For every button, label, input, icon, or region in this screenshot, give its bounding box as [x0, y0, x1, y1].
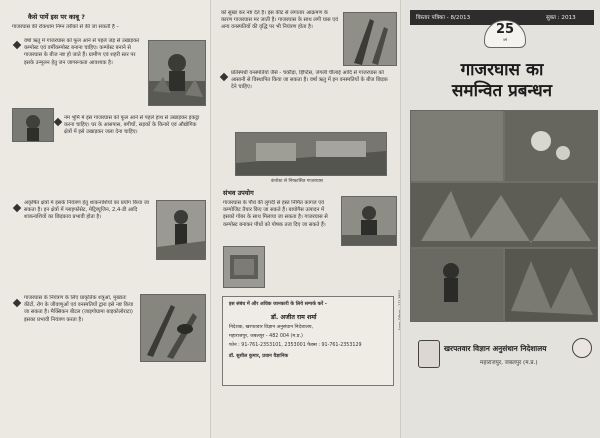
paper-making-photo	[341, 196, 397, 246]
bullet-marker	[220, 73, 228, 81]
competitive-plants-text: प्रतिस्पर्धी वनस्पतियों जैसे - चकौड़ा, हिप्टिस, जंगली चौलाई आदि से गाजरघास को आसानी से विस्थापित किया जा सकता है। वर्षा ऋतु में इन वनस्पतियों के बीज छिड़क देने चाहिए।	[231, 70, 388, 91]
beetle-photo	[140, 294, 206, 362]
institute-location: महाराजपुर, जबलपुर (म.प्र.)	[480, 360, 538, 366]
institute-name: खरपतवार विज्ञान अनुसंधान निदेशालय	[444, 344, 547, 353]
section-heading: संभव उपयोग	[223, 189, 254, 197]
bullet-marker	[13, 41, 21, 49]
bullet-text-3: अकृषित क्षेत्रों में इसके नियंत्रण हेतु शाकनाशियों का प्रयोग किया जा सकता है। इन क्षेत्रों में ग्लाइफोसेट, मेट्रिब्यूजिन, 2,4-डी आदि शाकनाशियों का छिड़काव प्रभावी होता है।	[24, 200, 150, 221]
series-label: विस्तार पत्रिका - 8/2013	[416, 15, 471, 21]
bullet-text-2: नम भूमि में इस गाजरघास को फूल आने से पहले हाथ से उखाड़कर इकट्ठा करना चाहिए। घर के आसपास, बगीचों, सड़कों के किनारे एवं औद्योगिक क्षेत्रों में इसे उखाड़कर जला देना चाहिए।	[64, 115, 200, 136]
contact-phone: फोन : 91-761-2353101, 2353001 फैक्स : 91-761-2353129	[229, 343, 362, 348]
bullet-text-4: गाजरघास के नियंत्रण के लिए प्राकृतिक शत्रुओं, मुख्यतः कीटों, रोग के जीवाणुओं एवं वनस्पतियों द्वारा इसे नष्ट किया जा सकता है। मैक्सिकन बीटल (जाइगोग्रामा बाइकोलोराटा) इसका प्रभावी नियंत्रण करता है।	[24, 295, 134, 323]
product-photo	[223, 246, 265, 288]
weed-removal-photo	[148, 40, 206, 106]
bullet-text-1: वर्षा ऋतु में गाजरघास को फूल आने से पहले जड़ से उखाड़कर कम्पोस्ट एवं वर्मीकम्पोस्ट बनाना चाहिए। कम्पोस्ट बनाने से गाजरघास के बीज नष्ट हो जाते हैं। ग्रामीण एवं शहरी स्तर पर इसके उन्मूलन हेतु जन जागरूकता आवश्यक है।	[24, 38, 140, 66]
continued-text: को सुखा कर नष्ट देते हैं। इस कीट से लगातार आक्रमण के कारण गाजरघास मर जाती है। गाजरघास के साथ लगी घास एवं अन्य वनस्पतियों की वृद्धि पर भी नियंत्रण होता है।	[221, 10, 339, 31]
contact-box	[222, 296, 394, 386]
anniversary-badge	[484, 20, 526, 48]
dwsr-logo-icon	[572, 338, 592, 358]
bullet-marker	[13, 299, 21, 307]
contact-address: महाराजपुर, जबलपुर - 482 004 (म.प्र.)	[229, 334, 303, 339]
uses-text: गाजरघास के पौधे की लुगदी से हस्त निर्मित कागज एवं कम्पोजिट तैयार किए जा सकते हैं। बायोगैस उत्पादन में इसको गोबर के साथ मिलाया जा सकता है। गाजरघास से कम्पोस्ट बनाकर पौधों को पोषक तत्व दिए जा सकते हैं।	[223, 200, 328, 228]
plant-photo	[343, 12, 397, 66]
intro-text: गाजरघास की रोकथाम निम्न तरीकों से की जा सकती है –	[12, 24, 119, 30]
contact-heading: इस संबंध में और अधिक जानकारी के लिये सम्पर्क करें -	[229, 302, 327, 307]
bullet-marker	[13, 204, 21, 212]
compost-photo	[235, 132, 387, 176]
cover-title	[412, 60, 592, 102]
icar-emblem-icon	[418, 340, 440, 368]
bullet-text-4-cont	[12, 366, 204, 430]
cover-footer	[410, 330, 596, 420]
contact-name: डॉ. अजीत राम शर्मा	[271, 314, 317, 321]
title-line-2: समन्वित प्रबन्धन	[451, 81, 553, 101]
contact-editor: डॉ. सुशील कुमार, प्रधान वैज्ञानिक	[229, 354, 289, 359]
left-panel	[0, 0, 210, 438]
herbicide-spray-photo	[156, 200, 206, 260]
title-line-1: गाजरघास का	[460, 60, 544, 80]
field-photo	[12, 108, 54, 142]
badge-text: वर्ष	[503, 38, 507, 42]
panel-heading: कैसे पायें इस पर काबू ?	[28, 13, 85, 21]
cover-photo-collage	[410, 110, 598, 322]
contact-designation: निदेशक, खरपतवार विज्ञान अनुसंधान निदेशालय,	[229, 325, 314, 330]
photo-caption: कंपोस्ट से निष्कासित गाजरघास	[271, 179, 323, 184]
badge-number: 25	[495, 22, 515, 37]
month-label: सुक्त : 2013	[546, 15, 576, 21]
bullet-marker	[54, 118, 62, 126]
uses-text-cont	[267, 250, 395, 286]
